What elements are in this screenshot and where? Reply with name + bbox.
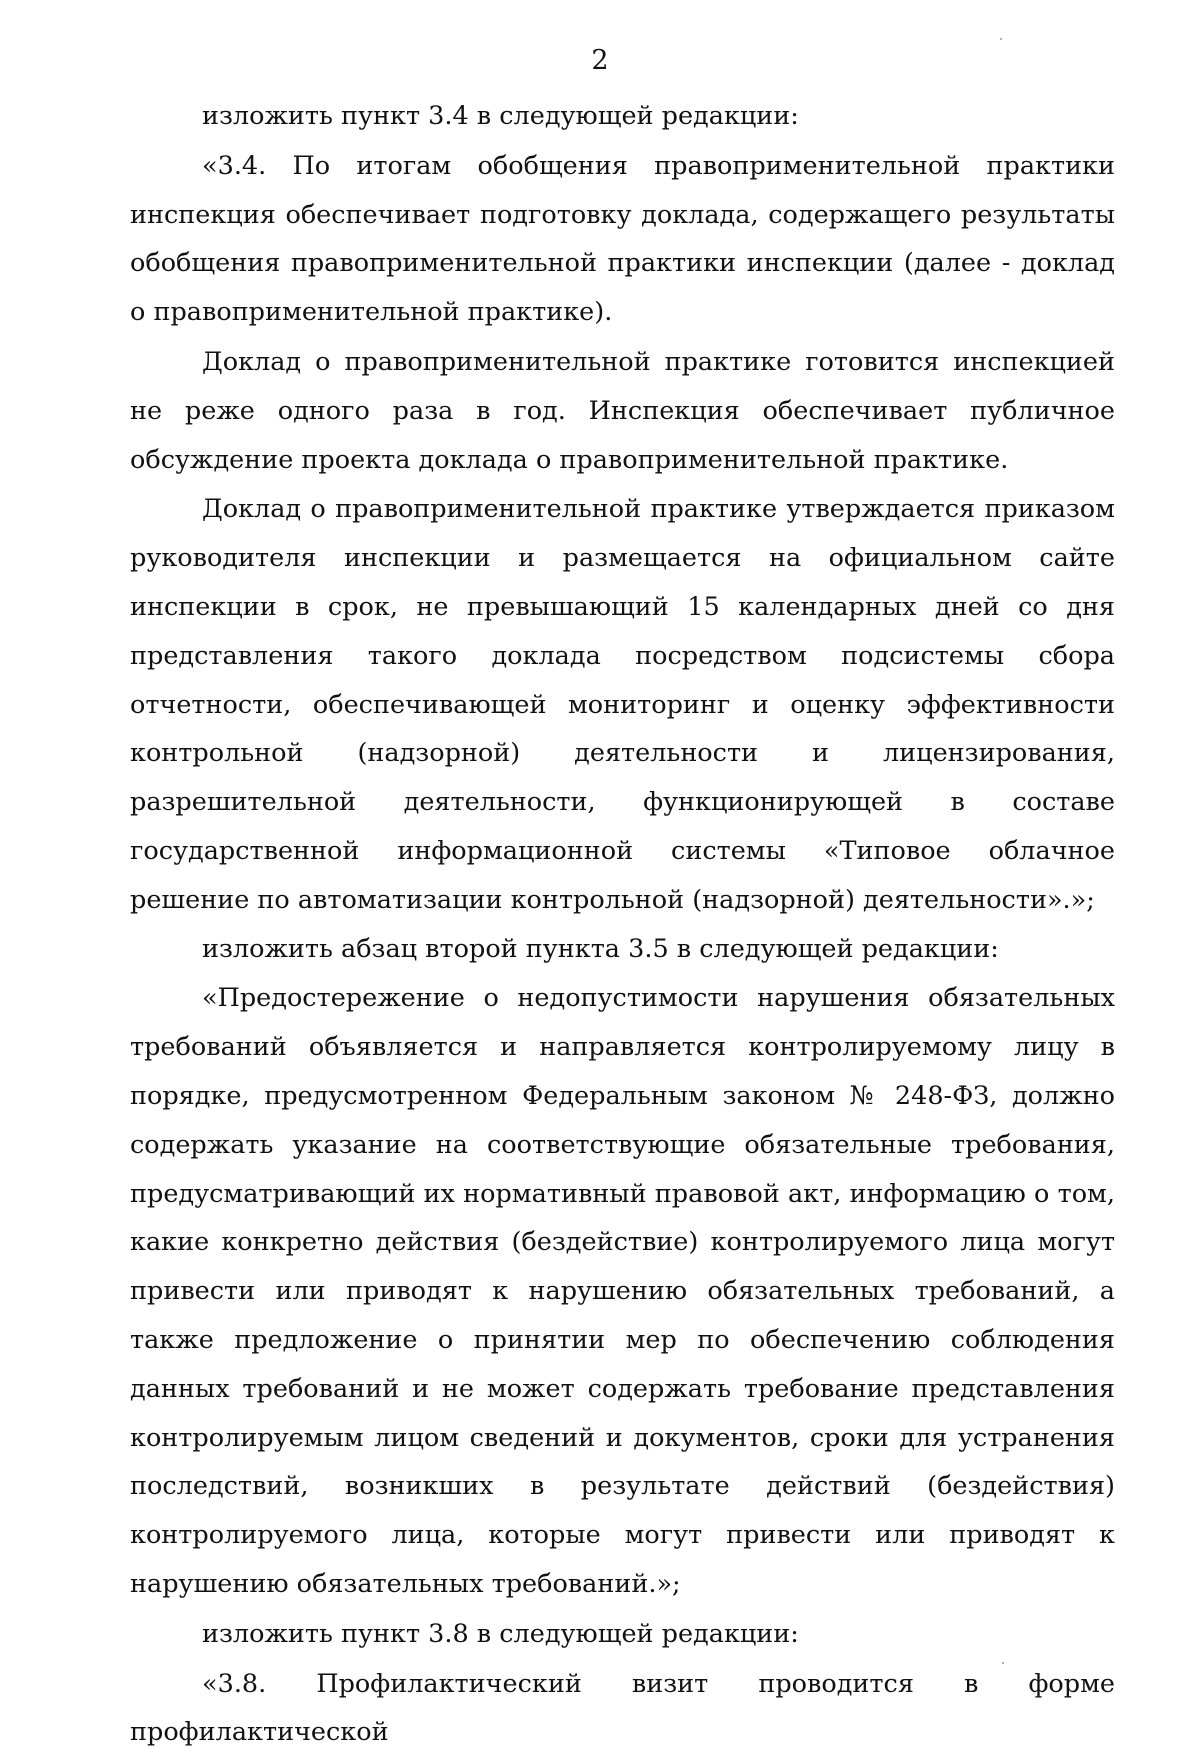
paragraph-amend-3-8-intro: изложить пункт 3.8 в следующей редакции: [130, 1610, 1115, 1659]
paragraph-report-approval: Доклад о правоприменительной практике утверждается приказом руководителя инспекции и размещается на официальном сайте инспекции в срок, не превышающий 15 календарных дней со дня представления такого доклада посредством подсистемы сбора отчетности, обеспечивающей мониторинг и оценку эффективности контрольной (надзорной) деятельности и лицензирования, разрешительной деятельности, функционирующей в составе государственной информационной системы «Типовое облачное решение по автоматизации контрольной (надзорной) деятельности».»; [130, 485, 1115, 924]
paragraph-3-4-text: «3.4. По итогам обобщения правоприменительной практики инспекция обеспечивает подготовку доклада, содержащего результаты обобщения правоприменительной практики инспекции (далее - доклад о правоприменительной практике). [130, 142, 1115, 337]
paragraph-warning-text: «Предостережение о недопустимости нарушения обязательных требований объявляется и направляется контролируемому лицу в порядке, предусмотренном Федеральным законом № 248-ФЗ, должно содержать указание на соответствующие обязательные требования, предусматривающий их нормативный правовой акт, информацию о том, какие конкретно действия (бездействие) контролируемого лица могут привести или приводят к нарушению обязательных требований, а также предложение о принятии мер по обеспечению соблюдения данных требований и не может содержать требование представления контролируемым лицом сведений и документов, сроки для устранения последствий, возникших в результате действий (бездействия) контролируемого лица, которые могут привести или приводят к нарушению обязательных требований.»; [130, 974, 1115, 1608]
paragraph-amend-3-5-intro: изложить абзац второй пункта 3.5 в следующей редакции: [130, 925, 1115, 974]
scan-speck [1000, 38, 1002, 40]
page-number: 2 [0, 46, 1200, 76]
paragraph-report-frequency: Доклад о правоприменительной практике готовится инспекцией не реже одного раза в год. Инспекция обеспечивает публичное обсуждение проекта доклада о правоприменительной практике. [130, 338, 1115, 484]
paragraph-3-8-text: «3.8. Профилактический визит проводится в форме профилактической [130, 1660, 1115, 1757]
paragraph-amend-3-4-intro: изложить пункт 3.4 в следующей редакции: [130, 92, 1115, 141]
document-body [130, 92, 1115, 1757]
scan-speck [1002, 1662, 1004, 1664]
